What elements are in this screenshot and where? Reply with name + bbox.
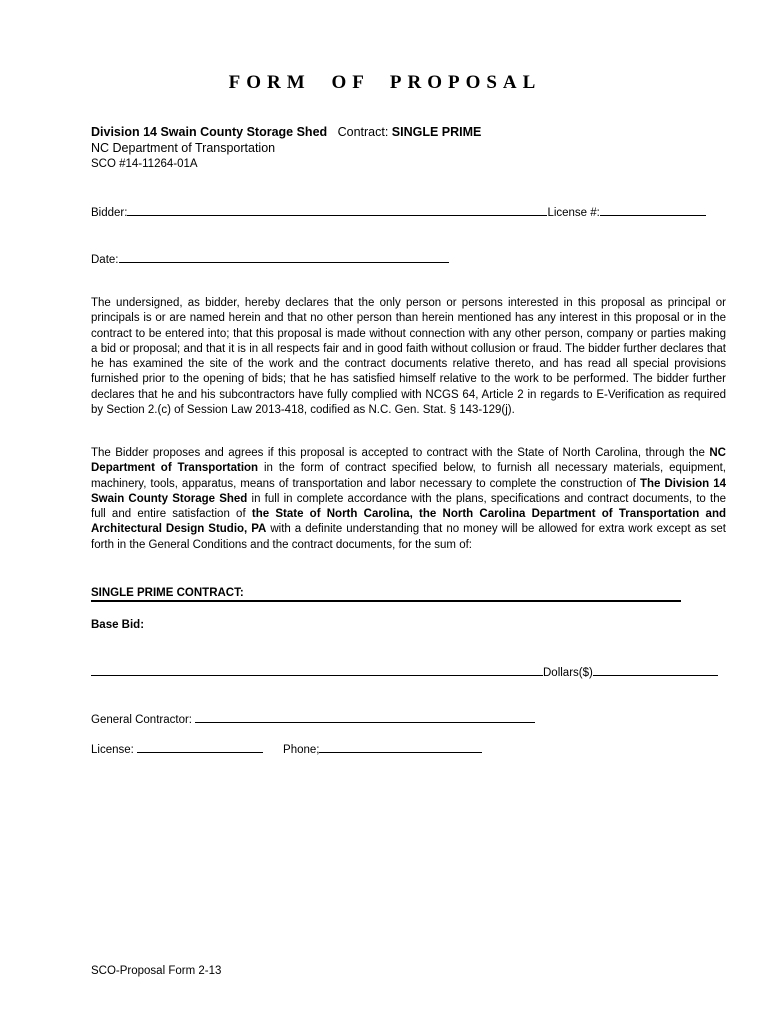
footer-form-id: SCO-Proposal Form 2-13 xyxy=(91,965,222,977)
general-contractor-label: General Contractor: xyxy=(91,714,196,726)
proposal-text-2: in the form of contract specified below, to furnish all necessary materials, equipment, machinery, tools, apparatus, means of transportation and labor necessary to complete the construction of xyxy=(91,462,726,490)
proposal-paragraph xyxy=(91,446,726,553)
license-phone-row xyxy=(91,741,482,756)
proposal-bold-2: The Division 14 Swain County Storage Shed xyxy=(91,477,726,505)
form-title: FORM OF PROPOSAL xyxy=(228,72,542,93)
license-label: License: xyxy=(91,744,138,756)
department-name: NC Department of Transportation xyxy=(91,141,276,155)
phone-label: Phone; xyxy=(283,744,320,756)
license-input[interactable] xyxy=(137,741,263,753)
phone-input[interactable] xyxy=(319,741,482,753)
sco-number: SCO #14-11264-01A xyxy=(91,158,198,170)
project-name: Division 14 Swain County Storage Shed xyxy=(91,125,328,139)
dollars-input[interactable] xyxy=(593,664,718,676)
project-line xyxy=(91,125,481,139)
proposal-bold-3: the State of North Carolina, the North Carolina Department of Transportation and Architectural Design Studio, PA xyxy=(91,508,726,536)
proposal-text-1: The Bidder proposes and agrees if this proposal is accepted to contract with the State of North Carolina, through the xyxy=(91,447,710,459)
license-number-label: License #: xyxy=(547,207,600,219)
base-bid-label: Base Bid: xyxy=(91,619,145,631)
bidder-label: Bidder: xyxy=(91,207,128,219)
dollars-row xyxy=(91,664,718,679)
proposal-bold-1: NC Department of Transportation xyxy=(91,447,726,475)
amount-words-input[interactable] xyxy=(91,664,543,676)
proposal-text-4: with a definite understanding that no money will be allowed for extra work except as set forth in the General Conditions and the contract documents, for the sum of: xyxy=(91,523,727,551)
declaration-paragraph: The undersigned, as bidder, hereby declares that the only person or persons interested in this proposal as principal or principals is or are named herein and that no other person than herein mentioned has any interest in this proposal or in the contract to be entered into; that this proposal is made without connection with any other person, company or parties making a bid or proposal; and that it is in all respects fair and in good faith without collusion or fraud. The bidder further declares that he has examined the site of the work and the contract documents relative thereto, and has read all special provisions furnished prior to the opening of bids; that he has satisfied himself relative to the work to be performed. The bidder further declares that he and his subcontractors have fully complied with NCGS 64, Article 2 in regards to E-Verification as required by Section 2.(c) of Session Law 2013-418, codified as N.C. Gen. Stat. § 143-129(j). xyxy=(91,297,726,417)
date-input[interactable] xyxy=(119,251,449,263)
bidder-row xyxy=(91,204,706,219)
bidder-input[interactable] xyxy=(127,204,547,216)
section-title: SINGLE PRIME CONTRACT: xyxy=(91,587,681,602)
proposal-text-3: in full in complete accordance with the plans, specifications and contract documents, to the full and entire satisfaction of xyxy=(91,492,726,521)
dollars-label: Dollars($) xyxy=(543,667,593,679)
date-row xyxy=(91,251,449,266)
general-contractor-row xyxy=(91,711,535,726)
contract-label: Contract: xyxy=(337,125,392,139)
contract-type: SINGLE PRIME xyxy=(391,125,482,139)
general-contractor-input[interactable] xyxy=(195,711,535,723)
date-label: Date: xyxy=(91,254,119,266)
license-number-input[interactable] xyxy=(600,204,706,216)
